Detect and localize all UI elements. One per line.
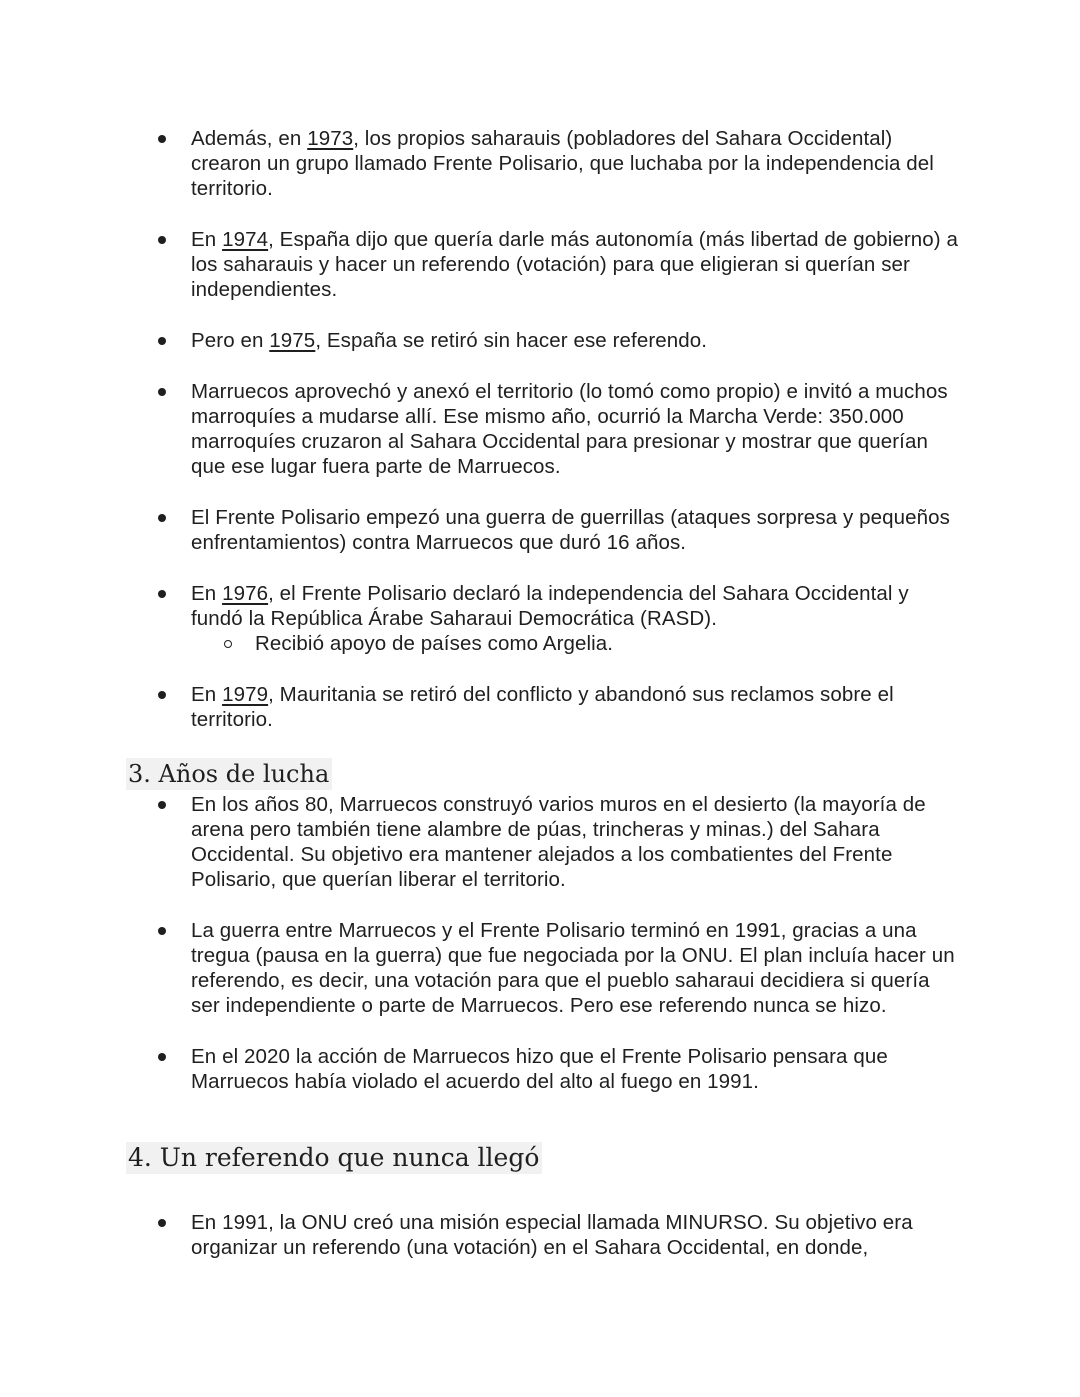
list-item: El Frente Polisario empezó una guerra de guerrillas (ataques sorpresa y pequeños enfrentamientos) contra Marruecos que duró 16 años. [0,505,1080,555]
bullet-icon [158,691,166,699]
list-item: Además, en 1973, los propios saharauis (pobladores del Sahara Occidental) crearon un grupo llamado Frente Polisario, que luchaba por la independencia del territorio. [0,126,1080,201]
year-link: 1976 [222,582,269,605]
referendum-list [0,1210,1080,1260]
section-referendum [0,1210,1080,1286]
hollow-bullet-icon [224,640,232,648]
bullet-icon [158,337,166,345]
bullet-icon [158,590,166,598]
bullet-icon [158,1219,166,1227]
bullet-icon [158,514,166,522]
list-item: En 1991, la ONU creó una misión especial llamada MINURSO. Su objetivo era organizar un referendo (una votación) en el Sahara Occidental, en donde, [0,1210,1080,1260]
year-link: 1979 [222,683,269,706]
struggle-list [0,792,1080,1094]
list-item: Pero en 1975, España se retiró sin hacer ese referendo. [0,328,1080,353]
section-heading-4: 4. Un referendo que nunca llegó [126,1142,542,1174]
list-item: En el 2020 la acción de Marruecos hizo que el Frente Polisario pensara que Marruecos había violado el acuerdo del alto al fuego en 1991. [0,1044,1080,1094]
bullet-icon [158,927,166,935]
section-events [0,126,1080,758]
bullet-icon [158,236,166,244]
bullet-icon [158,1053,166,1061]
events-list [0,126,1080,732]
list-item: La guerra entre Marruecos y el Frente Polisario terminó en 1991, gracias a una tregua (pausa en la guerra) que fue negociada por la ONU. El plan incluía hacer un referendo, es decir, una votación para que el pueblo saharaui decidiera si quería ser independiente o parte de Marruecos. Pero ese referendo nunca se hizo. [0,918,1080,1018]
year-link: 1973 [307,127,354,150]
list-item: En 1974, España dijo que quería darle más autonomía (más libertad de gobierno) a los saharauis y hacer un referendo (votación) para que eligieran si querían ser independientes. [0,227,1080,302]
list-item: En 1976, el Frente Polisario declaró la independencia del Sahara Occidental y fundó la República Árabe Saharaui Democrática (RASD). Recibió apoyo de países como Argelia. [0,581,1080,656]
year-link: 1975 [269,329,316,352]
bullet-icon [158,135,166,143]
list-item: En los años 80, Marruecos construyó varios muros en el desierto (la mayoría de arena pero también tiene alambre de púas, trincheras y minas.) del Sahara Occidental. Su objetivo era mantener alejados a los combatientes del Frente Polisario, que querían liberar el territorio. [0,792,1080,892]
sub-list-item: Recibió apoyo de países como Argelia. [191,631,960,656]
sub-list [191,631,960,656]
bullet-icon [158,388,166,396]
list-item: Marruecos aprovechó y anexó el territorio (lo tomó como propio) e invitó a muchos marroquíes a mudarse allí. Ese mismo año, ocurrió la Marcha Verde: 350.000 marroquíes cruzaron al Sahara Occidental para presionar y mostrar que querían que ese lugar fuera parte de Marruecos. [0,379,1080,479]
list-item: En 1979, Mauritania se retiró del conflicto y abandonó sus reclamos sobre el territorio. [0,682,1080,732]
section-years-of-struggle [0,792,1080,1120]
bullet-icon [158,801,166,809]
year-link: 1974 [222,228,269,251]
section-heading-3: 3. Años de lucha [126,758,332,790]
